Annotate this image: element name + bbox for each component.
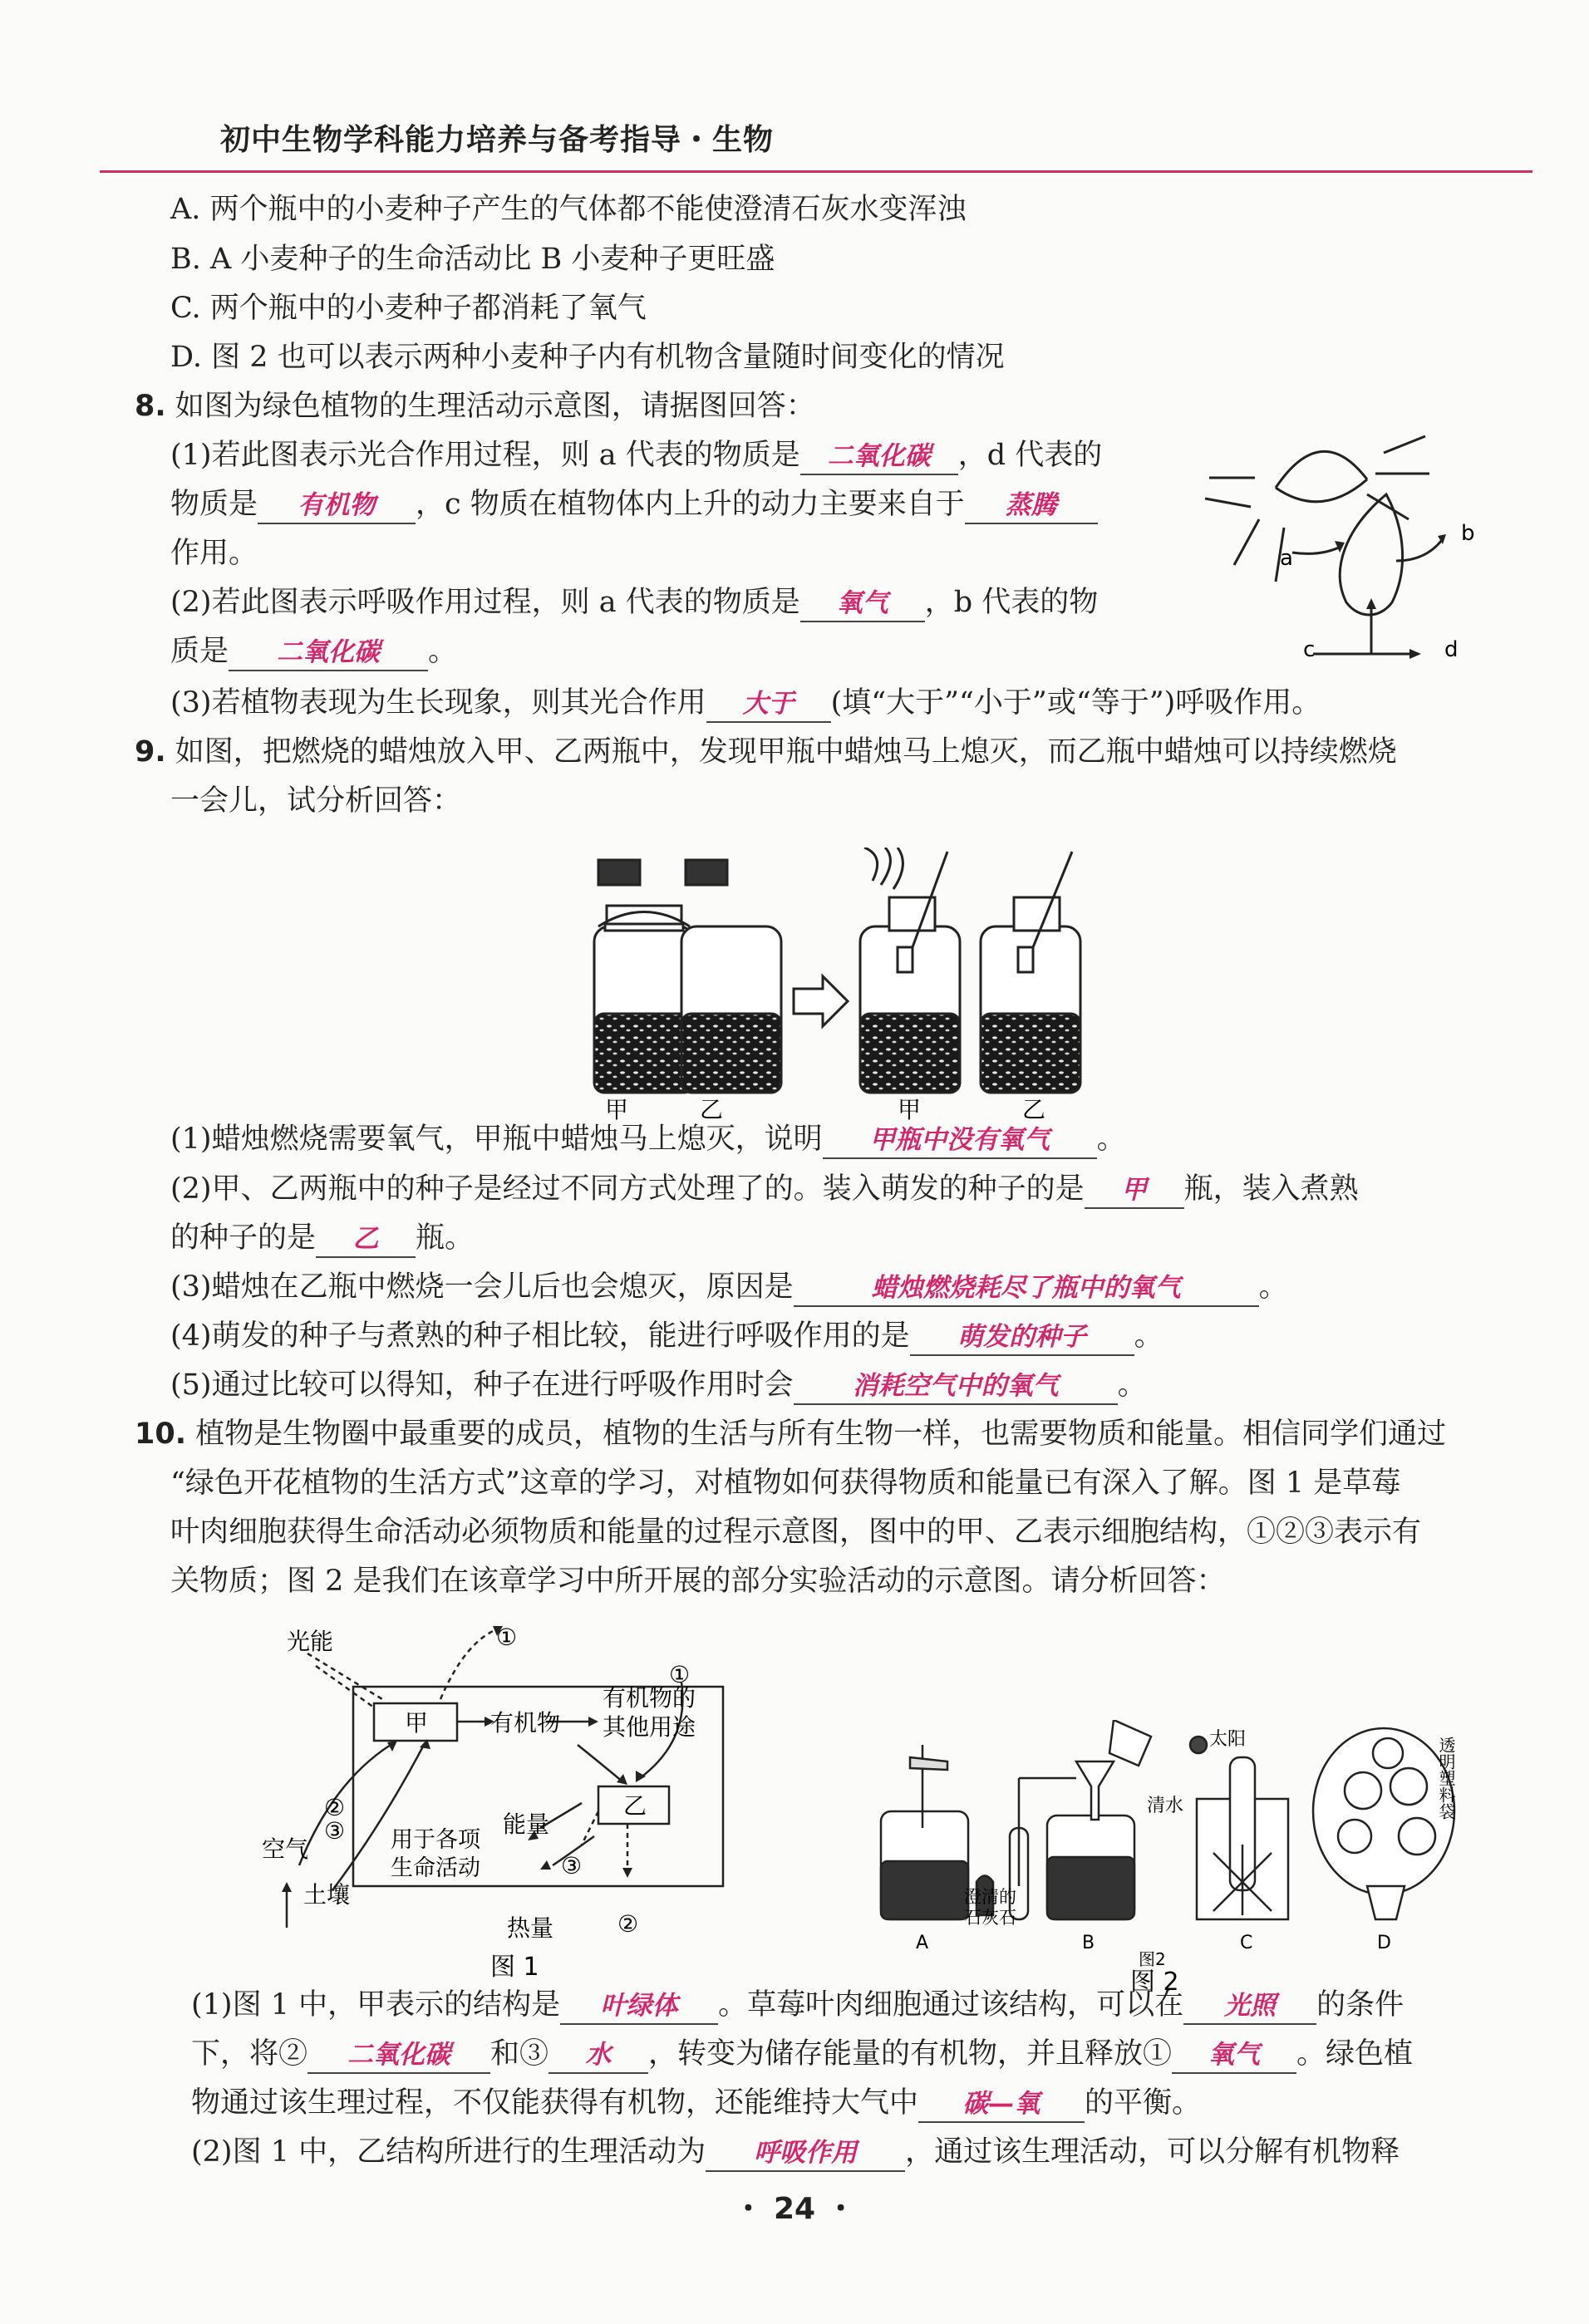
question-text: 物质是 [170,488,258,521]
q8-part1-line1 [170,437,1102,475]
question-text: (填“大于”“小于”或“等于”)呼吸作用。 [830,686,1321,720]
q10-stem-line4: 关物质；图 2 是我们在该章学习中所开展的部分实验活动的示意图。请分析回答： [170,1565,1226,1598]
label-organic-other-2: 其他用途 [603,1713,696,1741]
q10-stem-line3: 叶肉细胞获得生命活动必须物质和能量的过程示意图，图中的甲、乙表示细胞结构，①②③表示有 [170,1516,1422,1549]
page-number: ・ 24 ・ [733,2192,856,2226]
q8-part3 [170,685,1321,723]
label-c: C [1240,1933,1253,1953]
answer-blank: 蜡烛燃烧耗尽了瓶中的氧气 [794,1270,1259,1307]
bottle-label: 甲 [898,1096,922,1122]
right-arrow-icon [794,976,848,1026]
q10-part1-line1 [191,1987,1404,2025]
answer-blank: 蒸腾 [965,488,1098,524]
q7-option-d: D. 图 2 也可以表示两种小麦种子内有机物含量随时间变化的情况 [170,341,1005,374]
label-circle-3-out: ③ [561,1852,583,1879]
question-text: 植物是生物圈中最重要的成员，植物的生活与所有生物一样，也需要物质和能量。相信同学们通过 [195,1417,1447,1451]
question-text: 瓶。 [416,1221,475,1255]
question-text: 的条件 [1316,1988,1405,2022]
label-circle-1-right: ① [669,1661,691,1688]
answer-blank: 乙 [316,1221,416,1258]
answer-blank: 二氧化碳 [800,439,958,475]
answer-blank: 水 [549,2037,648,2074]
bottle-yi-sealed [681,926,781,1093]
label-d: D [1377,1933,1391,1953]
label-air: 空气 [262,1835,309,1863]
answer-blank: 叶绿体 [560,1988,718,2025]
question-text: ，转变为储存能量的有机物，并且释放① [648,2037,1173,2071]
q10-figure2-diagram [864,1720,1488,1994]
question-text: 的平衡。 [1085,2086,1202,2120]
answer-blank: 呼吸作用 [706,2135,905,2172]
q8-part1-line3: 作用。 [170,537,258,570]
label-b: B [1082,1933,1095,1953]
label-yi: 乙 [623,1792,647,1820]
q8-part2-line2 [170,633,457,671]
q9-bottle-diagram [565,848,1097,1122]
header-divider [100,170,1532,173]
label-energy: 能量 [503,1811,550,1838]
label-jia: 甲 [405,1709,429,1737]
figure2-caption: 图 2 [1130,1968,1179,1994]
bottle-label: 乙 [700,1096,724,1122]
answer-blank: 有机物 [258,488,416,524]
question-number: 9. [135,735,166,769]
answer-blank: 氧气 [800,586,925,622]
q10-part2-line1 [191,2134,1400,2172]
question-text: (3)若植物表现为生长现象，则其光合作用 [170,686,706,720]
question-text: (3)蜡烛在乙瓶中燃烧一会儿后也会熄灭，原因是 [170,1270,794,1304]
q9-stem-line2: 一会儿，试分析回答： [170,784,462,818]
q9-part3 [170,1269,1288,1307]
answer-blank: 碳—氧 [918,2086,1085,2123]
label-heat: 热量 [507,1914,554,1942]
bottle-label: 甲 [605,1096,629,1122]
question-text: 的种子的是 [170,1221,317,1255]
label-use-1: 用于各项 [391,1827,480,1853]
label-circle-1-top: ① [496,1624,518,1651]
label-circle-2: ② [324,1794,346,1821]
experiment-b [1047,1720,1151,1919]
question-text: 。 [1096,1123,1126,1156]
answer-blank: 甲瓶中没有氧气 [823,1123,1097,1159]
answer-blank: 甲 [1085,1172,1184,1209]
q9-part1 [170,1121,1126,1159]
label-circle-3: ③ [324,1817,346,1845]
question-text: 。 [1134,1319,1163,1353]
question-number: 10. [135,1417,187,1451]
q10-stem-line2: “绿色开花植物的生活方式”这章的学习，对植物如何获得物质和能量已有深入了解。图 1 是草莓 [170,1467,1401,1500]
label-bag: 透明塑料袋 [1436,1737,1456,1820]
question-text: 和③ [490,2037,549,2071]
label-guangneng: 光能 [287,1628,334,1655]
experiment-c [1197,1757,1288,1919]
leaf-icon [1340,494,1402,615]
answer-blank: 二氧化碳 [307,2037,490,2074]
question-text: 。绿色植 [1296,2037,1414,2071]
label-circle-2-out: ② [617,1910,639,1938]
answer-blank: 消耗空气中的氧气 [794,1368,1118,1405]
answer-blank: 萌发的种子 [910,1319,1134,1356]
question-text: (1)蜡烛燃烧需要氧气，甲瓶中蜡烛马上熄灭，说明 [170,1123,823,1156]
question-text: 物通过该生理过程，不仅能获得有机物，还能维持大气中 [191,2086,919,2120]
label-limewater-2: 石灰石 [964,1908,1016,1928]
question-text: (1)图 1 中，甲表示的结构是 [191,1988,561,2022]
q8-part2-line1 [170,584,1098,622]
label-a: A [916,1933,929,1953]
q8-part1-line2 [170,486,1098,524]
bottle-yi-candle [981,852,1080,1093]
label-sun: 太阳 [1209,1729,1247,1750]
q8-plant-diagram [1197,428,1529,677]
bottle-jia-sealed [594,906,694,1093]
label-b: b [1461,521,1475,546]
label-organic: 有机物 [490,1709,561,1737]
answer-blank: 大于 [706,686,831,723]
question-text: 如图为绿色植物的生理活动示意图，请据图回答： [175,390,815,423]
question-text: (4)萌发的种子与煮熟的种子相比较，能进行呼吸作用的是 [170,1319,910,1353]
question-text: ，c 物质在植物体内上升的动力主要来自于 [416,488,965,521]
question-text: (2)甲、乙两瓶中的种子是经过不同方式处理了的。装入萌发的种子的是 [170,1172,1085,1206]
experiment-d [1313,1728,1454,1919]
bottle-jia-candle [860,848,960,1093]
label-c: c [1303,637,1316,662]
q9-part4 [170,1318,1163,1356]
question-text: (1)若此图表示光合作用过程，则 a 代表的物质是 [170,439,800,472]
q10-part1-line3 [191,2085,1201,2123]
q9-part5 [170,1367,1147,1405]
question-text: 如图，把燃烧的蜡烛放入甲、乙两瓶中，发现甲瓶中蜡烛马上熄灭，而乙瓶中蜡烛可以持续燃烧 [175,735,1397,769]
answer-blank: 二氧化碳 [229,635,428,671]
question-text: 。草莓叶肉细胞通过该结构，可以在 [718,1988,1184,2022]
label-limewater-1: 澄清的 [964,1887,1016,1907]
question-text: ，d 代表的 [957,439,1103,472]
q10-stem-line1 [135,1416,1446,1452]
figure2-inner-caption: 图2 [1139,1949,1166,1969]
question-text: ，b 代表的物 [924,586,1099,619]
label-a: a [1280,546,1293,571]
question-text: (2)图 1 中，乙结构所进行的生理活动为 [191,2135,706,2169]
question-text: (5)通过比较可以得知，种子在进行呼吸作用时会 [170,1368,794,1402]
q7-option-b: B. A 小麦种子的生命活动比 B 小麦种子更旺盛 [170,243,775,276]
question-number: 8. [135,390,166,423]
question-text: (2)若此图表示呼吸作用过程，则 a 代表的物质是 [170,586,800,619]
question-text: 瓶，装入煮熟 [1183,1172,1359,1206]
label-d: d [1444,637,1459,662]
label-water: 清水 [1147,1796,1184,1816]
q8-stem [135,388,815,425]
figure1-caption: 图 1 [490,1953,539,1982]
label-soil: 土壤 [303,1881,351,1909]
question-text: 。 [1258,1270,1288,1304]
q9-part2-line1 [170,1171,1359,1209]
sun-icon [1276,451,1367,488]
label-use-2: 生命活动 [391,1855,480,1881]
q7-option-a: A. 两个瓶中的小麦种子产生的气体都不能使澄清石灰水变浑浊 [170,193,967,226]
answer-blank: 氧气 [1172,2037,1296,2074]
question-text: 。 [1117,1368,1147,1402]
answer-blank: 光照 [1183,1988,1316,2025]
sun-icon [1190,1737,1207,1753]
question-text: 质是 [170,635,229,668]
question-text: 。 [428,635,458,668]
page-header-title: 初中生物学科能力培养与备考指导・生物 [220,123,775,157]
question-text: ，通过该生理活动，可以分解有机物释 [905,2135,1400,2169]
label-organic-other-1: 有机物的 [603,1684,696,1712]
q7-option-c: C. 两个瓶中的小麦种子都消耗了氧气 [170,292,647,325]
q10-part1-line2 [191,2036,1413,2074]
question-text: 下，将② [191,2037,308,2071]
q9-stem-line1 [135,734,1397,770]
bottle-label: 乙 [1022,1096,1046,1122]
q9-part2-line2 [170,1220,474,1258]
q10-figure1-diagram [249,1616,781,1990]
